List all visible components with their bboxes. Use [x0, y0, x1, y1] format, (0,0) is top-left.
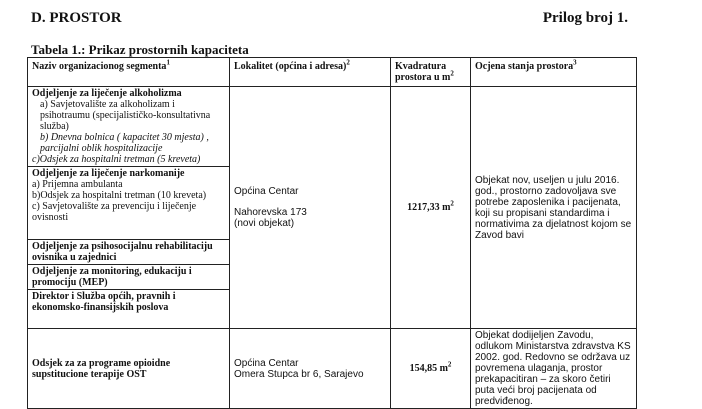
segment-item: b)Odsjek za hospitalni tretman (10 kreveta) — [32, 190, 207, 201]
area-cell: 1217,33 $m^2$ — [391, 87, 471, 329]
segment-item: b) Dnevna bolnica ( kapacitet 30 mjesta) , parcijalni oblik hospitalizacije — [40, 132, 209, 154]
table-row — [28, 329, 637, 409]
column-header-segment: Naziv organizacionog segmenta$^1$ — [28, 58, 230, 87]
column-header-area: Kvadratura prostora u $m^2$ — [391, 58, 471, 87]
segment-item: c) Savjetovalište za prevenciju i liječenje ovisnosti — [32, 201, 197, 223]
segment-item: a) Prijemna ambulanta — [32, 179, 123, 190]
segment-title: Odjeljenje za liječenje alkoholizma — [32, 88, 182, 99]
segment-title: Odjeljenje za liječenje narkomanije — [32, 168, 185, 179]
table-row — [28, 87, 637, 329]
segment-ost: Odsjek za za programe opioidne supstitucione terapije OST — [28, 329, 230, 409]
location-cell — [230, 87, 391, 329]
segment-alcohol — [28, 87, 229, 167]
location-note: (novi objekat) — [234, 218, 295, 229]
column-header-location: Lokalitet (općina i adresa)$^2$ — [230, 58, 391, 87]
location-municipality: Općina Centar — [234, 357, 299, 369]
premises-table — [27, 57, 637, 409]
segment-monitoring: Odjeljenje za monitoring, edukaciju i promociju (MEP) — [28, 265, 229, 290]
segment-administration: Direktor i Služba općih, pravnih i ekonomsko-finansijskih poslova — [32, 291, 176, 313]
annex-number: Prilog broj 1. — [542, 10, 628, 26]
assessment-cell: Objekat nov, useljen u julu 2016. god., prostorno zadovoljava sve potrebe zaposlenika i pacijenata, koji su propisani standardima i normativima za djelatnost kojom se Zavod bavi — [471, 87, 637, 329]
location-cell — [230, 329, 391, 409]
section-title: D. PROSTOR — [31, 10, 122, 26]
segment-psychosocial: Odjeljenje za psihosocijalnu rehabilitaciju ovisnika u zajednici — [28, 240, 229, 265]
column-header-assessment: Ocjena stanja prostora$^3$ — [471, 58, 637, 87]
table-header-row — [28, 58, 637, 87]
location-municipality: Općina Centar — [234, 186, 299, 197]
segment-item: c)Odsjek za hospitalni tretman (5 kreveta) — [32, 154, 201, 165]
assessment-cell: Objekat dodijeljen Zavodu, odlukom Ministarstva zdravstva KS 2002. god. Redovno se održava uz povremena ulaganja, prostor prekapacitiran – za skoro četiri puta veći broj pacijenata od predviđenog. — [471, 329, 637, 409]
area-cell: 154,85 $m^2$ — [391, 329, 471, 409]
segment-drugs — [28, 167, 229, 240]
segment-list — [28, 87, 230, 329]
location-address: Nahorevska 173 — [234, 207, 307, 218]
table-caption: Tabela 1.: Prikaz prostornih kapaciteta — [31, 42, 249, 57]
segment-item: a) Savjetovalište za alkoholizam i psihotraumu (specijalističko-konsultativna služba) — [40, 99, 211, 132]
location-address: Omera Stupca br 6, Sarajevo — [234, 368, 364, 380]
